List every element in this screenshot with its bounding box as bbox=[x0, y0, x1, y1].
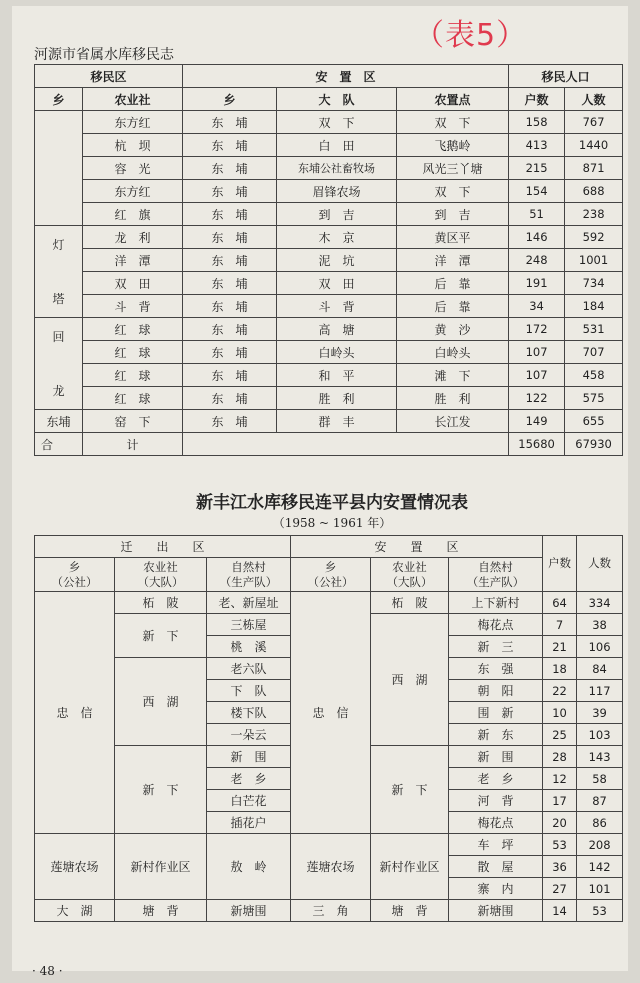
xiang-cell-empty bbox=[35, 111, 83, 226]
col-households: 户数 bbox=[509, 88, 565, 111]
total-households: 15680 bbox=[509, 433, 565, 456]
col-dadui: 大 队 bbox=[277, 88, 397, 111]
table2-title: 新丰江水库移民连平县内安置情况表 bbox=[196, 493, 468, 513]
table-row: 红 球 东 埔 胜 利 胜 利 122 575 bbox=[35, 387, 623, 410]
group-out: 迁 出 区 bbox=[35, 536, 291, 558]
col-cun-in: 自然村 （生产队） bbox=[449, 558, 543, 592]
table-row: 双 田 东 埔 双 田 后 靠 191 734 bbox=[35, 272, 623, 295]
table-row: 回 龙 红 球 东 埔 高 塘 黄 沙 172 531 bbox=[35, 318, 623, 341]
table-row: 灯 塔 龙 利 东 埔 木 京 黄区平 146 592 bbox=[35, 226, 623, 249]
table-row: 斗 背 东 埔 斗 背 后 靠 34 184 bbox=[35, 295, 623, 318]
table-row: 桃 溪 新 三 21 106 bbox=[35, 636, 623, 658]
table-row: 散 屋 36 142 bbox=[35, 856, 623, 878]
table-row: 莲塘农场 新村作业区 敖 岭 莲塘农场 新村作业区 车 坪 53 208 bbox=[35, 834, 623, 856]
col-xiang-in: 乡 （公社） bbox=[291, 558, 371, 592]
table-row: 杭 坝 东 埔 白 田 飞鹅岭 413 1440 bbox=[35, 134, 623, 157]
col-she: 农业社 bbox=[83, 88, 183, 111]
table-row: 大 湖 塘 背 新塘围 三 角 塘 背 新塘围 14 53 bbox=[35, 900, 623, 922]
table-row: 红 球 东 埔 和 平 滩 下 107 458 bbox=[35, 364, 623, 387]
table-row: 容 光 东 埔 东埔公社畜牧场 风光三丫塘 215 871 bbox=[35, 157, 623, 180]
table-tag: （表5） bbox=[414, 18, 528, 53]
group-header-in: 安 置 区 bbox=[183, 65, 509, 88]
out-xiang-dahu: 大 湖 bbox=[35, 900, 115, 922]
table-row: 东埔 窑 下 东 埔 群 丰 长江发 149 655 bbox=[35, 410, 623, 433]
resettlement-table-1 bbox=[34, 64, 623, 456]
table-row: 红 球 东 埔 白岭头 白岭头 107 707 bbox=[35, 341, 623, 364]
group-header-out: 移民区 bbox=[35, 65, 183, 88]
page-number: · 48 · bbox=[32, 964, 63, 978]
in-xiang-sanjiao: 三 角 bbox=[291, 900, 371, 922]
in-xiang-liantang: 莲塘农场 bbox=[291, 834, 371, 900]
table-row: 寨 内 27 101 bbox=[35, 878, 623, 900]
xiang-huilong: 回 龙 bbox=[35, 318, 83, 410]
col-xiang-in: 乡 bbox=[183, 88, 277, 111]
table-row: 东方红 东 埔 双 下 双 下 158 767 bbox=[35, 111, 623, 134]
col-people: 人数 bbox=[565, 88, 623, 111]
xiang-dengta: 灯 塔 bbox=[35, 226, 83, 318]
resettlement-table-2 bbox=[34, 535, 623, 922]
document-page bbox=[12, 6, 628, 978]
total-people: 67930 bbox=[565, 433, 623, 456]
group-in: 安 置 区 bbox=[291, 536, 543, 558]
total-row: 合 计 15680 67930 bbox=[35, 433, 623, 456]
table-row: 新 下 三栋屋 西 湖 梅花点 7 38 bbox=[35, 614, 623, 636]
table-row: 一朵云 新 东 25 103 bbox=[35, 724, 623, 746]
table-row: 插花户 梅花点 20 86 bbox=[35, 812, 623, 834]
col-hu: 户数 bbox=[543, 536, 577, 592]
in-xiang-zhongxin: 忠 信 bbox=[291, 592, 371, 834]
table-row: 洋 潭 东 埔 泥 坑 洋 潭 248 1001 bbox=[35, 249, 623, 272]
col-xiang-out: 乡 （公社） bbox=[35, 558, 115, 592]
running-header: 河源市省属水库移民志 bbox=[34, 47, 174, 63]
table-row: 下 队 朝 阳 22 117 bbox=[35, 680, 623, 702]
table-row: 白芒花 河 背 17 87 bbox=[35, 790, 623, 812]
out-xiang-liantang: 莲塘农场 bbox=[35, 834, 115, 900]
table-row: 新 下 新 围 新 下 新 围 28 143 bbox=[35, 746, 623, 768]
table-row: 西 湖 老六队 东 强 18 84 bbox=[35, 658, 623, 680]
table-row: 老 乡 老 乡 12 58 bbox=[35, 768, 623, 790]
table-row: 红 旗 东 埔 到 吉 到 吉 51 238 bbox=[35, 203, 623, 226]
col-cun-out: 自然村 （生产队） bbox=[207, 558, 291, 592]
col-xiang: 乡 bbox=[35, 88, 83, 111]
col-she-out: 农业社 （大队） bbox=[115, 558, 207, 592]
out-xiang-zhongxin: 忠 信 bbox=[35, 592, 115, 834]
xiang-dongpu: 东埔 bbox=[35, 410, 83, 433]
col-point: 农置点 bbox=[397, 88, 509, 111]
col-she-in: 农业社 （大队） bbox=[371, 558, 449, 592]
table-row: 楼下队 围 新 10 39 bbox=[35, 702, 623, 724]
table2-subtitle: （1958 ~ 1961 年） bbox=[272, 516, 392, 530]
table-row: 东方红 东 埔 眉锋农场 双 下 154 688 bbox=[35, 180, 623, 203]
table-row: 忠 信 柘 陂 老、新屋址 忠 信 柘 陂 上下新村 64 334 bbox=[35, 592, 623, 614]
col-ren: 人数 bbox=[577, 536, 623, 592]
group-header-pop: 移民人口 bbox=[509, 65, 623, 88]
